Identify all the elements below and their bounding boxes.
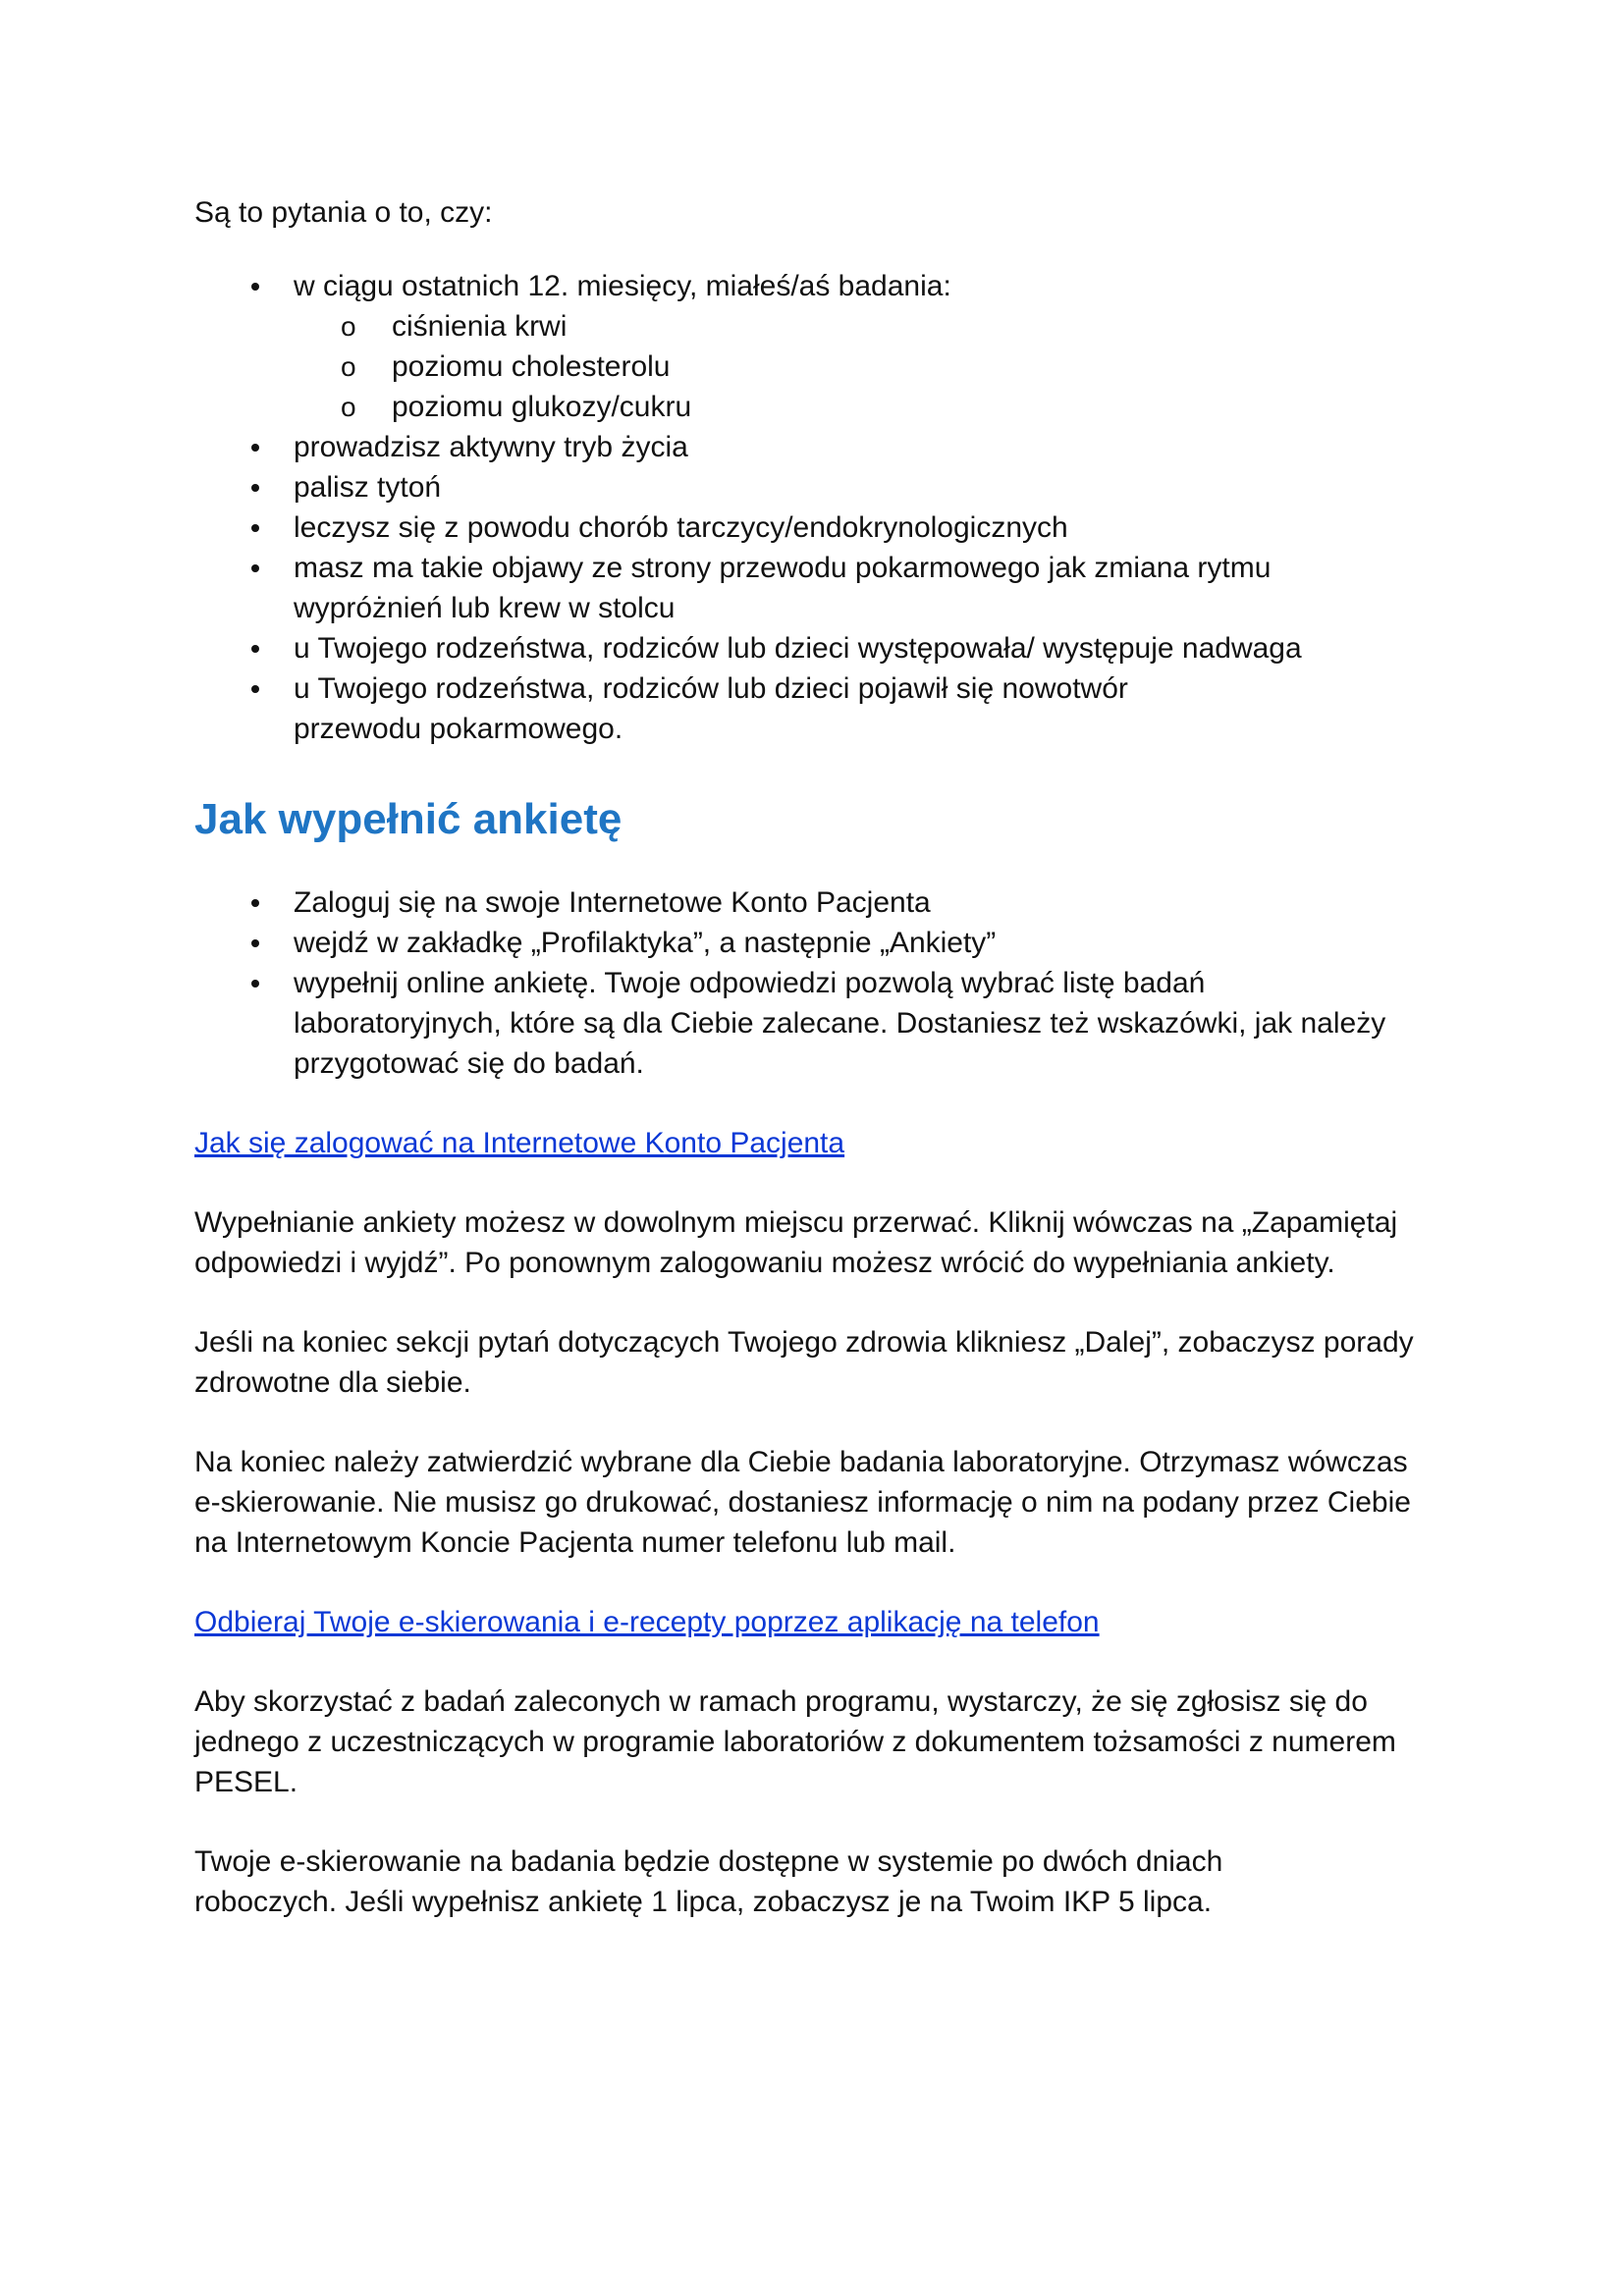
list-item	[194, 923, 1461, 963]
question-text: palisz tytoń	[294, 471, 442, 504]
document-page	[194, 192, 1461, 1922]
bullet-icon	[251, 645, 259, 653]
mobile-app-link[interactable]: Odbieraj Twoje e-skierowania i e-recepty poprzez aplikację na telefon	[194, 1606, 1100, 1638]
paragraph-line: Jeśli na koniec sekcji pytań dotyczących Twojego zdrowia klikniesz „Dalej”, zobaczysz porady	[194, 1326, 1414, 1359]
paragraph-line: jednego z uczestniczących w programie laboratoriów z dokumentem tożsamości z numerem	[194, 1726, 1396, 1758]
sub-list-item	[294, 347, 1461, 387]
list-item	[194, 467, 1461, 507]
circle-bullet-icon: o	[341, 392, 356, 422]
bullet-icon	[251, 564, 259, 572]
paragraph-line: odpowiedzi i wyjdź”. Po ponownym zalogowaniu możesz wrócić do wypełniania ankiety.	[194, 1247, 1335, 1279]
question-text: prowadzisz aktywny tryb życia	[294, 431, 688, 463]
question-text-line: wypróżnień lub krew w stolcu	[294, 592, 676, 624]
login-help-link[interactable]: Jak się zalogować na Internetowe Konto Pacjenta	[194, 1127, 845, 1159]
intro-text: Są to pytania o to, czy:	[194, 196, 493, 229]
questions-list	[194, 266, 1461, 749]
sub-item-text: ciśnienia krwi	[392, 310, 568, 343]
bullet-icon	[251, 980, 259, 988]
list-item	[194, 628, 1461, 668]
bullet-icon	[251, 685, 259, 693]
paragraph	[194, 1682, 1461, 1802]
bullet-icon	[251, 484, 259, 492]
paragraph-line: Wypełnianie ankiety możesz w dowolnym miejscu przerwać. Kliknij wówczas na „Zapamiętaj	[194, 1206, 1398, 1239]
list-item	[194, 427, 1461, 467]
list-item	[194, 548, 1461, 628]
paragraph-line: PESEL.	[194, 1766, 298, 1798]
sub-item-text: poziomu cholesterolu	[392, 350, 671, 383]
circle-bullet-icon: o	[341, 311, 356, 342]
question-text: w ciągu ostatnich 12. miesięcy, miałeś/aś badania:	[294, 270, 951, 302]
paragraph-line: Twoje e-skierowanie na badania będzie dostępne w systemie po dwóch dniach	[194, 1845, 1223, 1878]
paragraph	[194, 1842, 1461, 1922]
paragraph-line: roboczych. Jeśli wypełnisz ankietę 1 lipca, zobaczysz je na Twoim IKP 5 lipca.	[194, 1886, 1213, 1918]
list-item	[194, 266, 1461, 427]
bullet-icon	[251, 444, 259, 452]
paragraph-line: na Internetowym Koncie Pacjenta numer telefonu lub mail.	[194, 1526, 956, 1559]
list-item	[194, 507, 1461, 548]
paragraph	[194, 1322, 1461, 1403]
step-text: wejdź w zakładkę „Profilaktyka”, a następnie „Ankiety”	[294, 927, 997, 959]
question-text-line: przewodu pokarmowego.	[294, 713, 623, 745]
bullet-icon	[251, 524, 259, 532]
step-text-line: laboratoryjnych, które są dla Ciebie zalecane. Dostaniesz też wskazówki, jak należy	[294, 1007, 1386, 1040]
sub-list-item	[294, 387, 1461, 427]
steps-list	[194, 882, 1461, 1084]
bullet-icon	[251, 899, 259, 907]
section-heading: Jak wypełnić ankietę	[194, 795, 623, 843]
question-text: leczysz się z powodu chorób tarczycy/endokrynologicznych	[294, 511, 1068, 544]
list-item	[194, 963, 1461, 1084]
question-text-line: u Twojego rodzeństwa, rodziców lub dzieci pojawił się nowotwór	[294, 672, 1128, 705]
list-item	[194, 882, 1461, 923]
sub-item-text: poziomu glukozy/cukru	[392, 391, 692, 423]
bullet-icon	[251, 283, 259, 291]
list-item	[194, 668, 1461, 749]
question-text: u Twojego rodzeństwa, rodziców lub dzieci występowała/ występuje nadwaga	[294, 632, 1302, 665]
paragraph-line: Aby skorzystać z badań zaleconych w ramach programu, wystarczy, że się zgłosisz się do	[194, 1685, 1368, 1718]
step-text: Zaloguj się na swoje Internetowe Konto Pacjenta	[294, 886, 931, 919]
step-text-line: przygotować się do badań.	[294, 1047, 644, 1080]
step-text-line: wypełnij online ankietę. Twoje odpowiedzi pozwolą wybrać listę badań	[294, 967, 1206, 999]
sub-list	[294, 306, 1461, 427]
paragraph-line: Na koniec należy zatwierdzić wybrane dla Ciebie badania laboratoryjne. Otrzymasz wówczas	[194, 1446, 1408, 1478]
circle-bullet-icon: o	[341, 351, 356, 382]
paragraph	[194, 1442, 1461, 1563]
bullet-icon	[251, 939, 259, 947]
sub-list-item	[294, 306, 1461, 347]
paragraph-line: zdrowotne dla siebie.	[194, 1366, 471, 1399]
question-text-line: masz ma takie objawy ze strony przewodu pokarmowego jak zmiana rytmu	[294, 552, 1272, 584]
paragraph-line: e-skierowanie. Nie musisz go drukować, dostaniesz informację o nim na podany przez Ciebie	[194, 1486, 1411, 1519]
paragraph	[194, 1202, 1461, 1283]
